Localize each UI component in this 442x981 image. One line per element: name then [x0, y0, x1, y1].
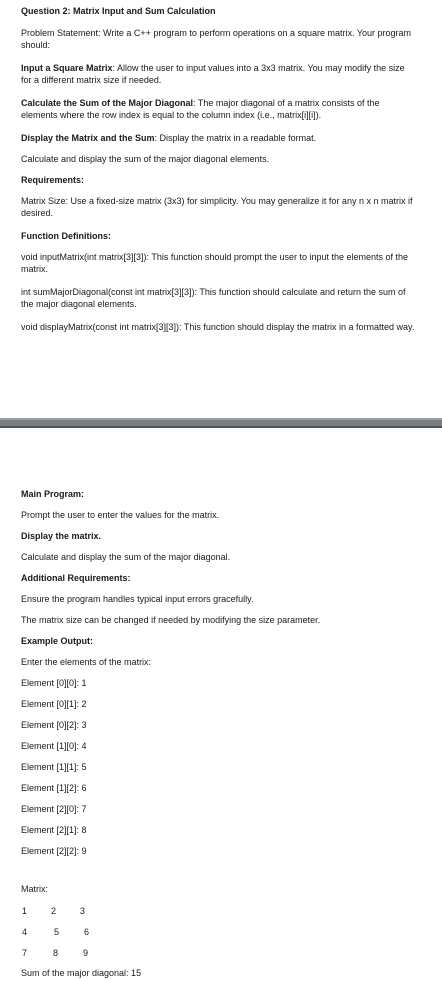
- matrix-cell: 6: [84, 927, 90, 937]
- element-line: Element [1][2]: 6: [21, 783, 87, 793]
- main-program-heading: Main Program:: [21, 489, 85, 499]
- document-page-2: [0, 428, 442, 981]
- element-line: Element [2][2]: 9: [21, 846, 87, 856]
- display-matrix-heading: Display the matrix.: [21, 531, 102, 541]
- sum-result-text: Sum of the major diagonal: 15: [21, 968, 142, 978]
- matrix-size-text: Matrix Size: Use a fixed-size matrix (3x3) for simplicity. You may generalize it for any n x n matrix if desired.: [21, 196, 413, 218]
- function-definitions-heading: Function Definitions:: [21, 231, 111, 241]
- element-line: Element [0][1]: 2: [21, 699, 87, 709]
- matrix-cell: 7: [22, 948, 28, 958]
- matrix-label: Matrix:: [21, 884, 48, 894]
- matrix-cell: 1: [22, 906, 28, 916]
- sum-diagonal-text: : The major diagonal of a matrix consists of the elements where the row index is equal to the column index (i.e., matrix[i][i]).: [21, 98, 380, 120]
- matrix-cell: 5: [54, 927, 60, 937]
- matrix-cell: 3: [80, 906, 86, 916]
- function-input-matrix: void inputMatrix(int matrix[3][3]): This function should prompt the user to input the elements of the matrix.: [21, 252, 409, 274]
- document-page-1: [0, 0, 442, 418]
- element-line: Element [1][1]: 5: [21, 762, 87, 772]
- matrix-size-change-text: The matrix size can be changed if needed by modifying the size parameter.: [21, 615, 321, 625]
- element-line: Element [1][0]: 4: [21, 741, 87, 751]
- matrix-cell: 2: [51, 906, 57, 916]
- display-item: [21, 132, 316, 144]
- element-line: Element [0][0]: 1: [21, 678, 87, 688]
- element-line: Element [2][1]: 8: [21, 825, 87, 835]
- function-display-matrix: void displayMatrix(const int matrix[3][3]): This function should display the matrix in a formatted way.: [21, 322, 415, 332]
- calc-sum-text: Calculate and display the sum of the major diagonal.: [21, 552, 231, 562]
- matrix-cell: 8: [53, 948, 59, 958]
- problem-statement: Problem Statement: Write a C++ program to perform operations on a square matrix. Your program should:: [21, 28, 412, 50]
- input-matrix-item: [21, 62, 416, 86]
- prompt-text: Prompt the user to enter the values for the matrix.: [21, 510, 220, 520]
- input-errors-text: Ensure the program handles typical input errors gracefully.: [21, 594, 254, 604]
- page-separator: [0, 418, 442, 428]
- enter-elements-text: Enter the elements of the matrix:: [21, 657, 152, 667]
- function-sum-major-diagonal: int sumMajorDiagonal(const int matrix[3][3]): This function should calculate and return the sum of the major diagonal elements.: [21, 287, 406, 309]
- matrix-cell: 4: [22, 927, 28, 937]
- additional-requirements-heading: Additional Requirements:: [21, 573, 131, 583]
- calc-text: Calculate and display the sum of the major diagonal elements.: [21, 154, 270, 164]
- input-matrix-text: : Allow the user to input values into a 3x3 matrix. You may modify the size for a different matrix size if needed.: [21, 63, 405, 85]
- element-line: Element [2][0]: 7: [21, 804, 87, 814]
- question-title: Question 2: Matrix Input and Sum Calculation: [21, 6, 216, 16]
- input-matrix-label: Input a Square Matrix: [21, 63, 113, 73]
- matrix-cell: 9: [83, 948, 89, 958]
- sum-diagonal-label: Calculate the Sum of the Major Diagonal: [21, 98, 194, 108]
- sum-diagonal-item: [21, 97, 416, 121]
- example-output-heading: Example Output:: [21, 636, 94, 646]
- display-text: : Display the matrix in a readable format.: [154, 133, 317, 143]
- display-label: Display the Matrix and the Sum: [21, 133, 155, 143]
- requirements-heading: Requirements:: [21, 175, 85, 185]
- element-line: Element [0][2]: 3: [21, 720, 87, 730]
